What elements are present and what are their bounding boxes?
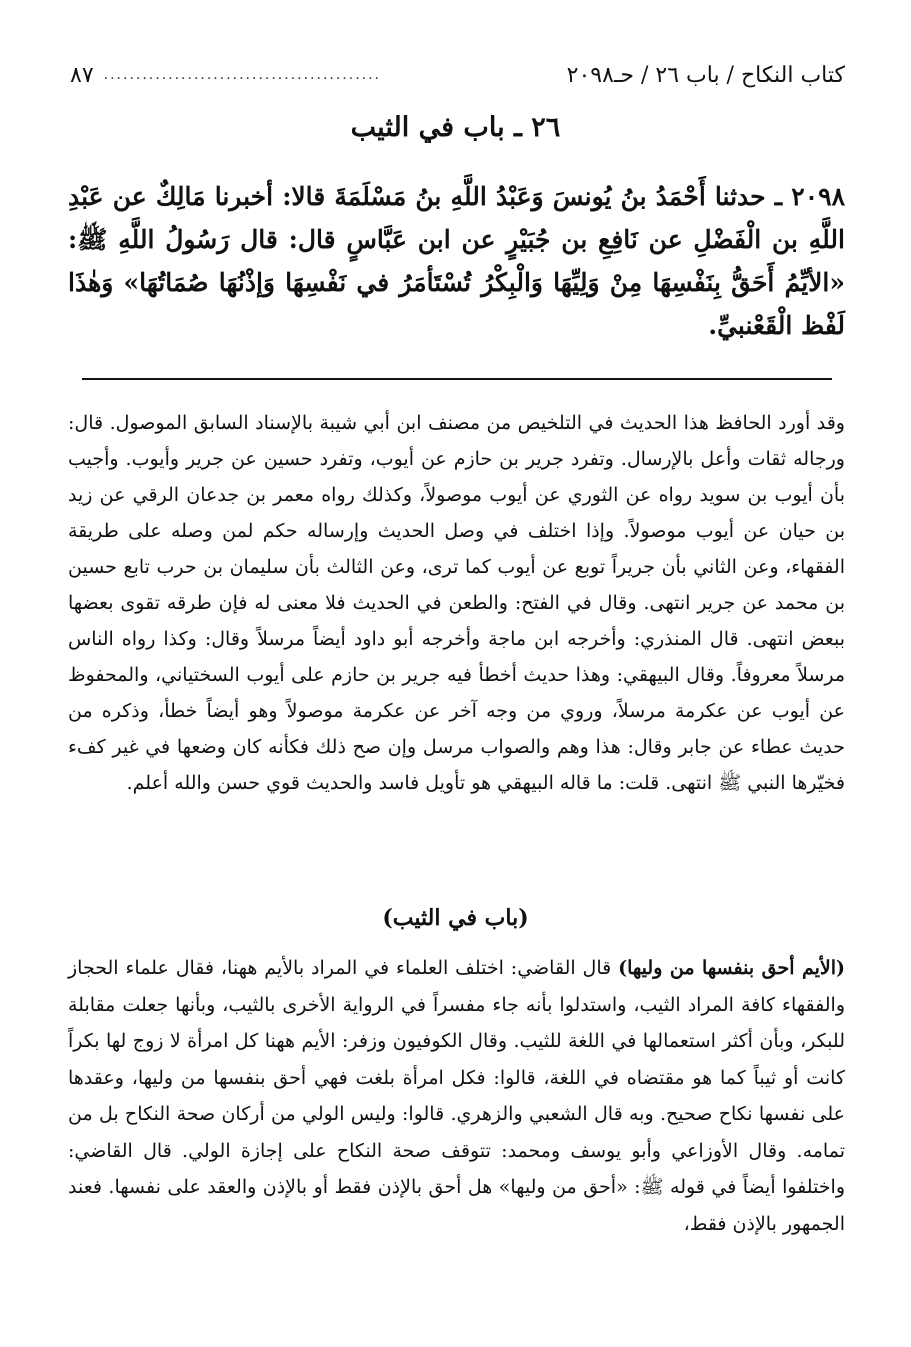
notes-text: قال القاضي: اختلف العلماء في المراد بالأيم ههنا، فقال علماء الحجاز والفقهاء كافة المراد الثيب، واستدلوا بأنه جاء مفسراً في الرواية الأخرى بالثيب، وبأنها جعلت مقابلة للبكر، وبأن أكثر استعمالها في اللغة للثيب. وقال الكوفيون وزفر: الأيم ههنا كل امرأة لا زوج لها بكراً كانت أو ثيباً كما هو مقتضاه في اللغة، قالوا: فكل امرأة بلغت فهي أحق بنفسها من وليها، وعقدها على نفسها نكاح صحيح. وبه قال الشعبي والزهري. قالوا: وليس الولي من أركان صحة النكاح بل من تمامه. وقال الأوزاعي وأبو يوسف ومحمد: تتوقف صحة النكاح على إجازة الولي. قال القاضي: واختلفوا أيضاً في قوله ﷺ: «أحق من وليها» هل أحق بالإذن فقط أو بالإذن والعقد على نفسها. فعند الجمهور بالإذن فقط، — [68, 957, 845, 1235]
chapter-title: ٢٦ ـ باب في الثيب — [350, 112, 561, 143]
leader-dots: ........................................... — [103, 67, 381, 83]
commentary-block — [68, 405, 845, 801]
notes-lemma: (الأيم أحق بنفسها من وليها) — [618, 957, 845, 979]
running-header — [70, 58, 845, 92]
hadith-text: ٢٠٩٨ ـ حدثنا أَحْمَدُ بنُ يُونسَ وَعَبْدُ اللَّهِ بنُ مَسْلَمَةَ قالا: أخبرنا مَالِكٌ عن عَبْدِ اللَّهِ بن الْفَضْلِ عن نَافِعِ بن جُبَيْرٍ عن ابن عَبَّاسٍ قال: قال رَسُولُ اللَّهِ ﷺ: «الأيِّمُ أَحَقُّ بِنَفْسِهَا مِنْ وَلِيِّهَا وَالْبِكْرُ تُسْتَأمَرُ في نَفْسِهَا وَإذْنُهَا صُمَاتُهَا» وَهٰذَا لَفْظ الْقَعْنبيِّ. — [68, 182, 845, 340]
notes-block — [68, 950, 845, 1242]
notes-paragraph — [68, 950, 845, 1242]
section-title: (باب في الثيب) — [382, 905, 529, 931]
running-title: كتاب النكاح / باب ٢٦ / حـ٢٠٩٨ — [566, 62, 845, 88]
page-number: ٨٧ — [70, 62, 94, 88]
commentary-paragraph: وقد أورد الحافظ هذا الحديث في التلخيص من مصنف ابن أبي شيبة بالإسناد السابق الموصول. قال: ورجاله ثقات وأعل بالإرسال. وتفرد جرير بن حازم عن أيوب، وتفرد حسين عن جرير وأيوب. وأجيب بأن أيوب بن سويد رواه عن الثوري عن أيوب موصولاً، وكذلك رواه معمر بن جدعان الرقي عن زيد بن حيان عن أيوب موصولاً. وإذا اختلف في وصل الحديث وإرساله حكم لمن وصله على طريقة الفقهاء، وعن الثاني بأن جريراً توبع عن أيوب كما ترى، وعن الثالث بأن سليمان بن حرب تابع حسين بن محمد عن جرير انتهى. وقال في الفتح: والطعن في الحديث فلا معنى له فإن طرقه تقوى بعضها ببعض انتهى. قال المنذري: وأخرجه ابن ماجة وأخرجه أبو داود أيضاً مرسلاً وقال: وكذا رواه الناس مرسلاً معروفاً. وقال البيهقي: وهذا حديث أخطأ فيه جرير بن حازم على أيوب السختياني، والمحفوظ عن أيوب عن عكرمة مرسلاً، وروي من وجه آخر عن عكرمة موصولاً وهو أيضاً خطأ، وذكره من حديث عطاء عن جابر وقال: هذا وهم والصواب مرسل وإن صح ذلك فكأنه كان وضعها في غير كفء فخيّرها النبي ﷺ انتهى. قلت: ما قاله البيهقي هو تأويل فاسد والحديث قوي حسن والله أعلم. — [68, 412, 845, 794]
footnote-divider — [82, 378, 832, 380]
